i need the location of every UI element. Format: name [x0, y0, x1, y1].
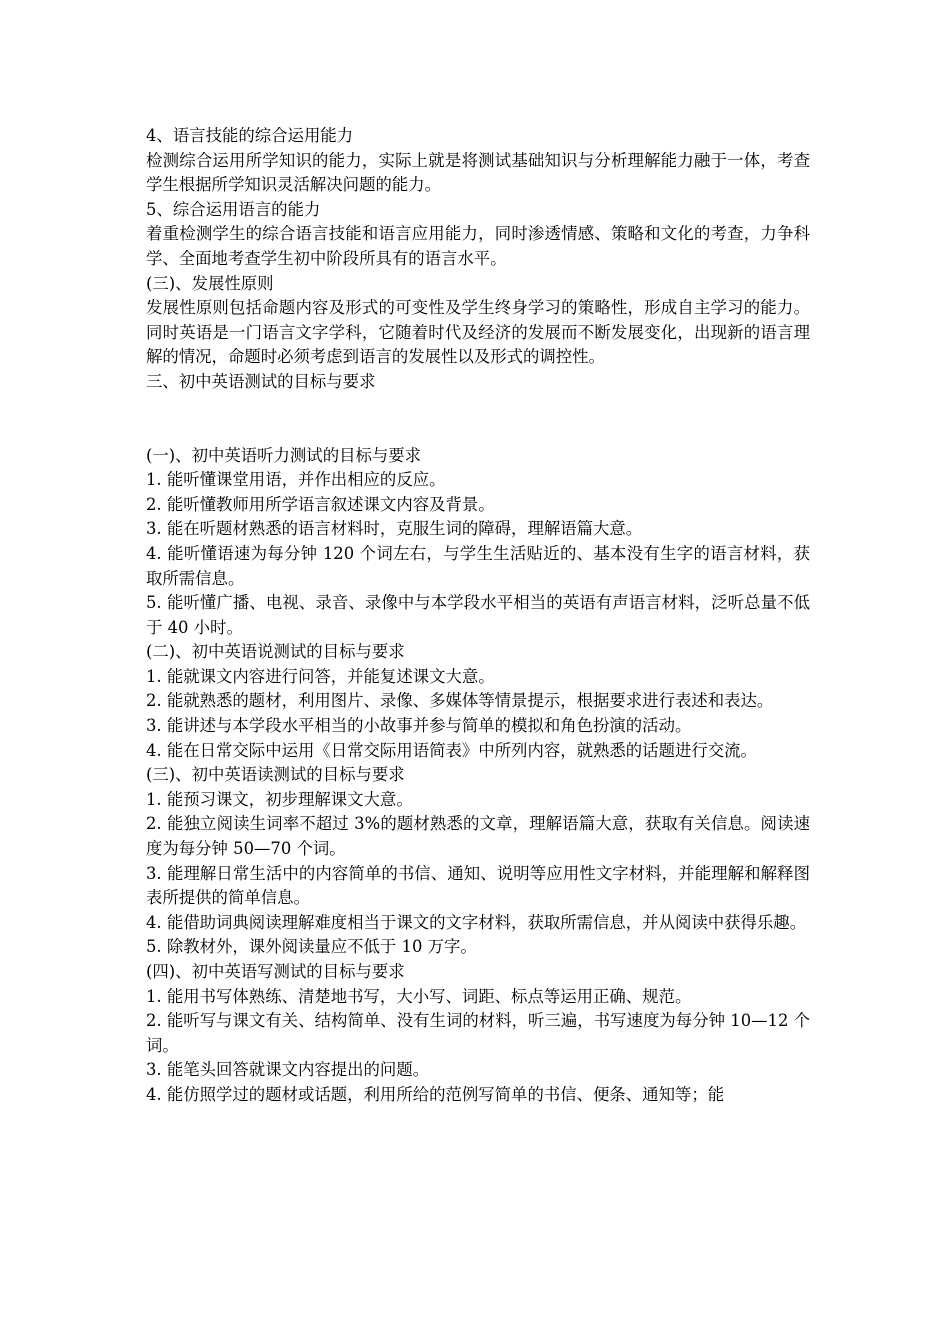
list-item: 2. 能独立阅读生词率不超过 3%的题材熟悉的文章，理解语篇大意，获取有关信息。阅读速度为每分钟 50—70 个词。	[146, 814, 810, 859]
list-item: 1. 能预习课文，初步理解课文大意。	[146, 789, 413, 809]
blank-space	[146, 395, 810, 444]
list-item: 4. 能借助词典阅读理解难度相当于课文的文字材料，获取所需信息，并从阅读中获得乐趣。	[146, 912, 807, 932]
section-heading-reading: (三)、初中英语读测试的目标与要求	[146, 765, 405, 785]
list-item: 2. 能听懂教师用所学语言叙述课文内容及背景。	[146, 494, 495, 514]
list-item: 1. 能就课文内容进行问答，并能复述课文大意。	[146, 666, 495, 686]
list-item: 4. 能听懂语速为每分钟 120 个词左右，与学生生活贴近的、基本没有生字的语言材料，获取所需信息。	[146, 543, 810, 588]
list-item: 5. 除教材外，课外阅读量应不低于 10 万字。	[146, 937, 477, 957]
list-item: 3. 能在听题材熟悉的语言材料时，克服生词的障碍，理解语篇大意。	[146, 519, 643, 539]
paragraph: 着重检测学生的综合语言技能和语言应用能力，同时渗透情感、策略和文化的考查，力争科学、全面地考查学生初中阶段所具有的语言水平。	[146, 224, 810, 268]
list-item: 4. 能仿照学过的题材或话题，利用所给的范例写简单的书信、便条、通知等；能	[146, 1084, 725, 1104]
heading-4: 4、语言技能的综合运用能力	[146, 126, 354, 145]
list-item: 3. 能笔头回答就课文内容提出的问题。	[146, 1060, 430, 1080]
list-item: 4. 能在日常交际中运用《日常交际用语简表》中所列内容，就熟悉的话题进行交流。	[146, 740, 757, 760]
list-item: 3. 能讲述与本学段水平相当的小故事并参与简单的模拟和角色扮演的活动。	[146, 716, 692, 736]
list-item: 2. 能就熟悉的题材，利用图片、录像、多媒体等情景提示，根据要求进行表述和表达。	[146, 691, 774, 711]
section-heading-listening: (一)、初中英语听力测试的目标与要求	[146, 445, 422, 465]
paragraph: 检测综合运用所学知识的能力，实际上就是将测试基础知识与分析理解能力融于一体，考查学生根据所学知识灵活解决问题的能力。	[146, 150, 810, 195]
list-item: 3. 能理解日常生活中的内容简单的书信、通知、说明等应用性文字材料，并能理解和解释图表所提供的简单信息。	[146, 863, 810, 908]
document-body	[146, 124, 810, 1108]
chapter-heading: 三、初中英语测试的目标与要求	[146, 371, 376, 391]
heading-5: 5、综合运用语言的能力	[146, 199, 321, 219]
paragraph: 发展性原则包括命题内容及形式的可变性及学生终身学习的策略性，形成自主学习的能力。同时英语是一门语言文字学科，它随着时代及经济的发展而不断发展变化，出现新的语言理解的情况，命题时必须考虑到语言的发展性以及形式的调控性。	[146, 298, 810, 367]
section-heading: (三)、发展性原则	[146, 273, 274, 293]
list-item: 2. 能听写与课文有关、结构简单、没有生词的材料，听三遍，书写速度为每分钟 10—12 个词。	[146, 1011, 810, 1055]
list-item: 1. 能听懂课堂用语，并作出相应的反应。	[146, 470, 446, 490]
list-item: 1. 能用书写体熟练、清楚地书写，大小写、词距、标点等运用正确、规范。	[146, 986, 692, 1006]
section-heading-writing: (四)、初中英语写测试的目标与要求	[146, 962, 405, 981]
section-heading-speaking: (二)、初中英语说测试的目标与要求	[146, 642, 405, 662]
list-item: 5. 能听懂广播、电视、录音、录像中与本学段水平相当的英语有声语言材料，泛听总量不低于 40 小时。	[146, 593, 810, 637]
